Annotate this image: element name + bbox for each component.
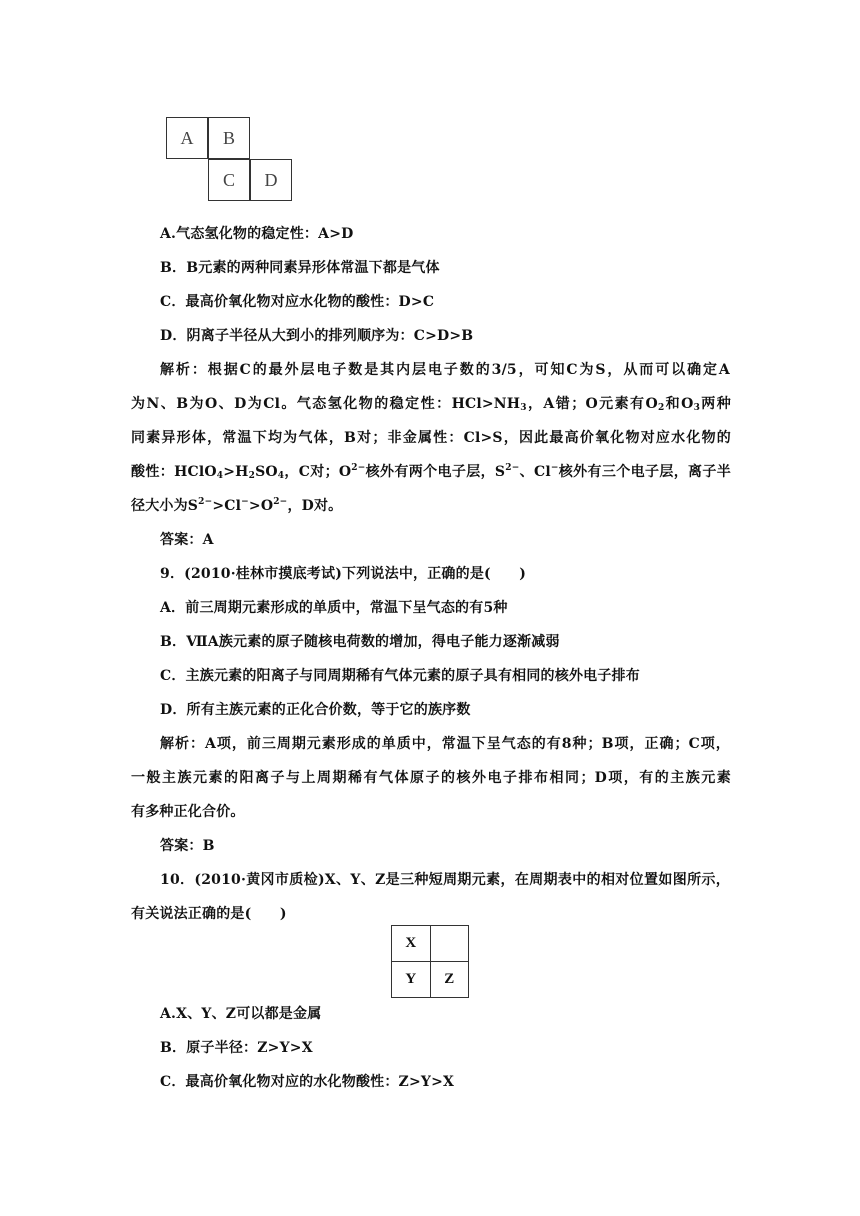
cell-z: Z <box>430 962 469 998</box>
q8-analysis-line-1: 解析：根据C的最外层电子数是其内层电子数的3/5，可知C为S，从而可以确定A <box>160 362 730 378</box>
cell-y: Y <box>392 962 431 998</box>
q10-option-b: B．原子半径：Z>Y>X <box>160 1040 313 1056</box>
q10-option-a: A.X、Y、Z可以都是金属 <box>160 1006 322 1022</box>
q8-option-c: C．最高价氧化物对应水化物的酸性：D>C <box>160 294 435 310</box>
q9-stem: 9．(2010·桂林市摸底考试)下列说法中，正确的是( ) <box>160 566 527 582</box>
q8-analysis-line-3: 同素异形体，常温下均为气体，B对；非金属性：Cl>S，因此最高价氧化物对应水化物的 <box>131 430 731 446</box>
cell-a: A <box>166 117 208 159</box>
q8-analysis-line-4: 酸性：$HClO_4>H_2SO_4$，C对；$O^{2-}$核外有两个电子层，$S^{2-}$、Cl−核外有三个电子层，离子半 <box>131 463 731 481</box>
q9-option-d: D．所有主族元素的正化合价数，等于它的族序数 <box>160 702 471 718</box>
q10-option-c: C．最高价氧化物对应的水化物酸性：Z>Y>X <box>160 1074 455 1090</box>
q9-option-b: B．ⅦA族元素的原子随核电荷数的增加，得电子能力逐渐减弱 <box>160 634 560 650</box>
q9-option-c: C．主族元素的阳离子与同周期稀有气体元素的原子具有相同的核外电子排布 <box>160 668 640 684</box>
q8-option-b: B．B元素的两种同素异形体常温下都是气体 <box>160 260 440 276</box>
q10-stem-line-1: 10．(2010·黄冈市质检)X、Y、Z是三种短周期元素，在周期表中的相对位置如图所示， <box>160 872 730 888</box>
cell-c: C <box>208 159 250 201</box>
q8-analysis-line-2: 为N、B为O、D为Cl。气态氢化物的稳定性：$HCl>NH_3$，A错；O元素有$O_2$和$O_3$两种 <box>131 396 731 413</box>
q8-option-a: A.气态氢化物的稳定性：A>D <box>160 226 354 242</box>
cell-x: X <box>392 926 431 962</box>
q8-analysis-line-5: 径大小为$S^{2-}>Cl^->O^{2-}$，D对。 <box>131 497 343 514</box>
q8-answer: 答案：A <box>160 532 214 548</box>
cell-empty <box>430 926 469 962</box>
q9-analysis-line-1: 解析：A项，前三周期元素形成的单质中，常温下呈气态的有8种；B项，正确；C项， <box>160 736 730 752</box>
periodic-fragment-xyz <box>391 925 469 998</box>
cell-d: D <box>250 159 292 201</box>
q10-stem-line-2: 有关说法正确的是( ) <box>131 906 287 922</box>
q9-option-a: A．前三周期元素形成的单质中，常温下呈气态的有5种 <box>160 600 508 616</box>
q9-answer: 答案：B <box>160 838 215 854</box>
periodic-fragment-abcd <box>166 117 296 205</box>
q9-analysis-line-3: 有多种正化合价。 <box>131 804 245 820</box>
q8-option-d: D．阴离子半径从大到小的排列顺序为：C>D>B <box>160 328 474 344</box>
q9-analysis-line-2: 一般主族元素的阳离子与上周期稀有气体原子的核外电子排布相同；D项，有的主族元素 <box>131 770 731 786</box>
cell-b: B <box>208 117 250 159</box>
